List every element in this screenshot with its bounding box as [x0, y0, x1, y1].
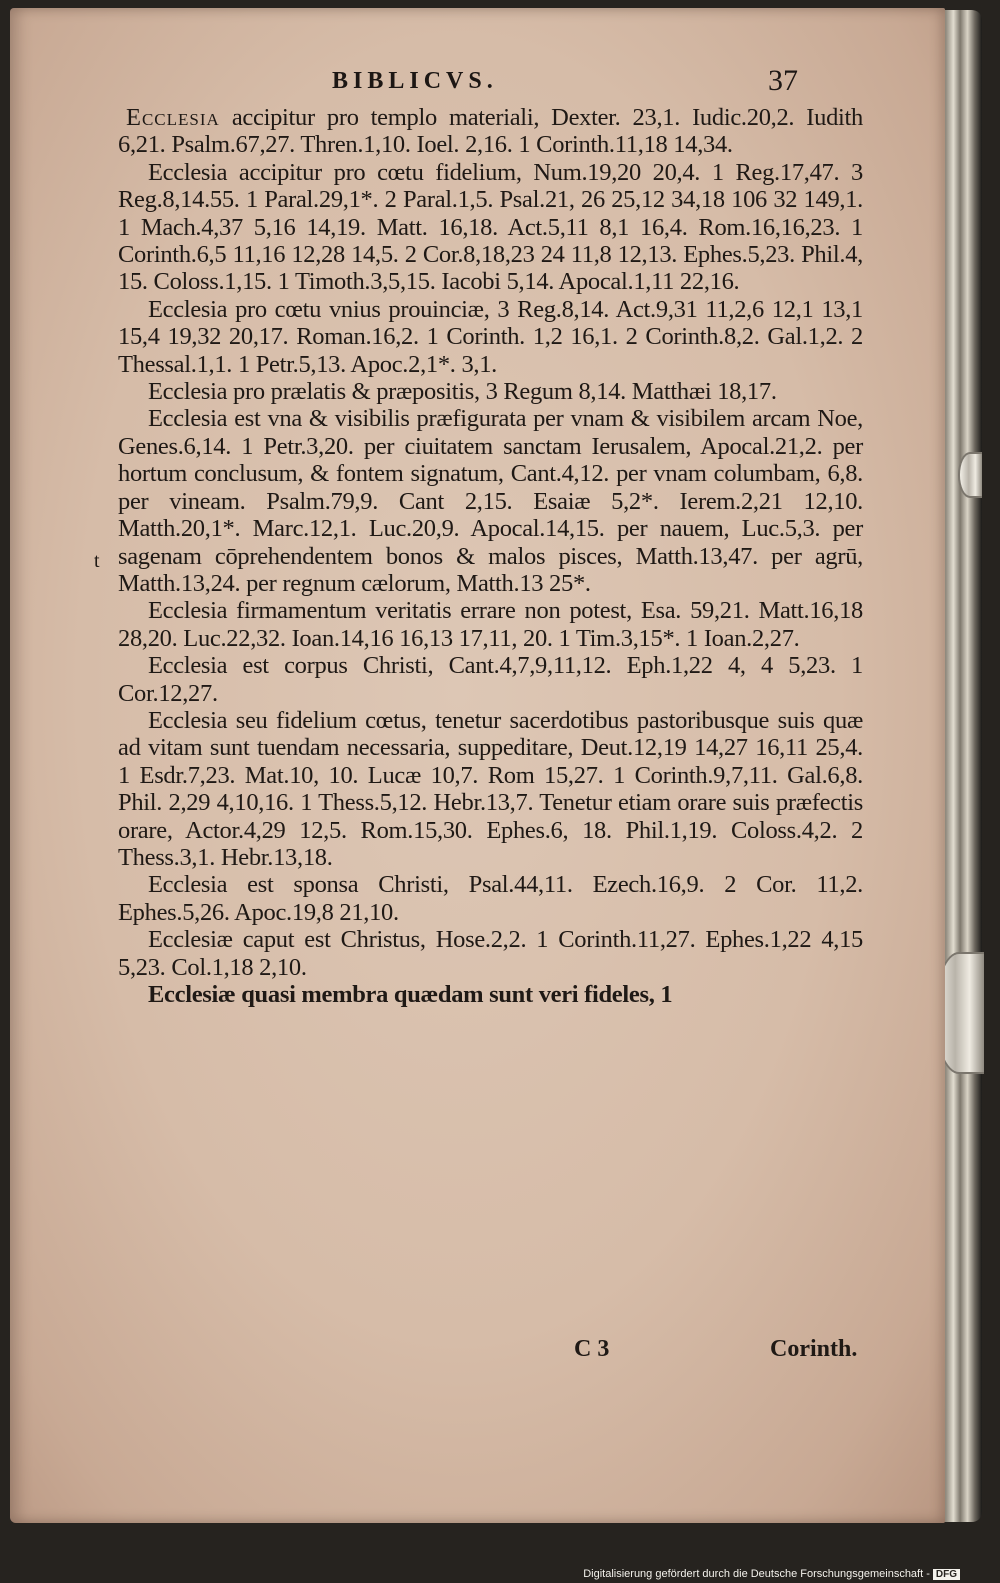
signature-mark: C 3	[574, 1336, 610, 1362]
entry-lead-paragraph	[118, 104, 863, 159]
body-text	[118, 104, 863, 1008]
text-paragraph: Ecclesia accipitur pro cœtu fidelium, Num.19,20 20,4. 1 Reg.17,47. 3 Reg.8,14.55. 1 Paral.29,1*. 2 Paral.1,5. Psal.21, 26 25,12 34,18 106 32 149,1. 1 Mach.4,37 5,16 14,19. Matt. 16,18. Act.5,11 8,1 16,4. Rom.16,16,23. 1 Corinth.6,5 11,16 12,28 14,5. 2 Cor.8,18,23 24 11,8 12,13. Ephes.5,23. Phil.4, 15. Coloss.1,15. 1 Timoth.3,5,15. Iacobi 5,14. Apocal.1,11 22,16.	[118, 158, 863, 296]
entry-lead-text: accipitur pro templo materiali, Dexter. 23,1. Iudic.20,2. Iudith 6,21. Psalm.67,27. Thren.1,10. Ioel. 2,16. 1 Corinth.11,18 14,34.	[118, 104, 863, 159]
catchword: Corinth.	[770, 1336, 858, 1362]
text-paragraph: Ecclesia est sponsa Christi, Psal.44,11. Ezech.16,9. 2 Cor. 11,2. Ephes.5,26. Apoc.19,8 21,10.	[118, 871, 863, 926]
text-paragraph: Ecclesia firmamentum veritatis errare non potest, Esa. 59,21. Matt.16,18 28,20. Luc.22,32. Ioan.14,16 16,13 17,11, 20. 1 Tim.3,15*. 1 Ioan.2,27.	[118, 597, 863, 652]
entry-headword: Ecclesia	[126, 104, 220, 131]
text-paragraph: Ecclesia est vna & visibilis præfigurata per vnam & visibilem arcam Noe, Genes.6,14. 1 Petr.3,20. per ciuitatem sanctam Ierusalem, Apocal.21,2. per hortum conclusum, & fontem signatum, Cant.4,12. per vnam columbam, 6,8. per vineam. Psalm.79,9. Cant 2,15. Esaiæ 5,2*. Ierem.2,21 12,10. Matth.20,1*. Marc.12,1. Luc.20,9. Apocal.14,15. per nauem, Luc.5,3. per sagenam cōprehendentem bonos & malos pisces, Matth.13,47. per agrū, Matth.13,24. per regnum cælorum, Matth.13 25*.	[118, 405, 863, 597]
book-clasp-small	[958, 452, 982, 498]
dfg-logo: DFG	[933, 1569, 960, 1580]
running-head-title: BIBLICVS.	[332, 68, 498, 94]
final-line: Ecclesiæ quasi membra quædam sunt veri fideles, 1	[148, 981, 673, 1008]
margin-mark: t	[94, 550, 100, 572]
text-paragraph: Ecclesia pro prælatis & præpositis, 3 Regum 8,14. Matthæi 18,17.	[148, 378, 777, 406]
credit-text: Digitalisierung gefördert durch die Deutsche Forschungsgemeinschaft -	[583, 1568, 930, 1580]
digitization-credit	[583, 1568, 960, 1580]
text-paragraph: Ecclesiæ caput est Christus, Hose.2,2. 1 Corinth.11,27. Ephes.1,22 4,15 5,23. Col.1,18 2,10.	[118, 926, 863, 981]
text-paragraph: Ecclesia pro cœtu vnius prouinciæ, 3 Reg.8,14. Act.9,31 11,2,6 12,1 13,1 15,4 19,32 20,17. Roman.16,2. 1 Corinth. 1,2 16,1. 2 Corinth.8,2. Gal.1,2. 2 Thessal.1,1. 1 Petr.5,13. Apoc.2,1*. 3,1.	[118, 295, 863, 378]
running-head	[10, 64, 945, 98]
text-paragraph: Ecclesia seu fidelium cœtus, tenetur sacerdotibus pastoribusque suis quæ ad vitam sunt tuendam necessaria, suppeditare, Deut.12,19 14,27 16,11 25,4. 1 Esdr.7,23. Mat.10, 10. Lucæ 10,7. Rom 15,27. 1 Corinth.9,7,11. Gal.6,8. Phil. 2,29 4,10,16. 1 Thess.5,12. Hebr.13,7. Tenetur etiam orare suis præfectis orare, Actor.4,29 12,5. Rom.15,30. Ephes.6, 18. Phil.1,19. Coloss.4,2. 2 Thess.3,1. Hebr.13,18.	[118, 706, 863, 871]
book-page	[10, 8, 945, 1523]
text-paragraph: Ecclesia est corpus Christi, Cant.4,7,9,11,12. Eph.1,22 4, 4 5,23. 1 Cor.12,27.	[118, 652, 863, 707]
page-number: 37	[768, 64, 798, 97]
